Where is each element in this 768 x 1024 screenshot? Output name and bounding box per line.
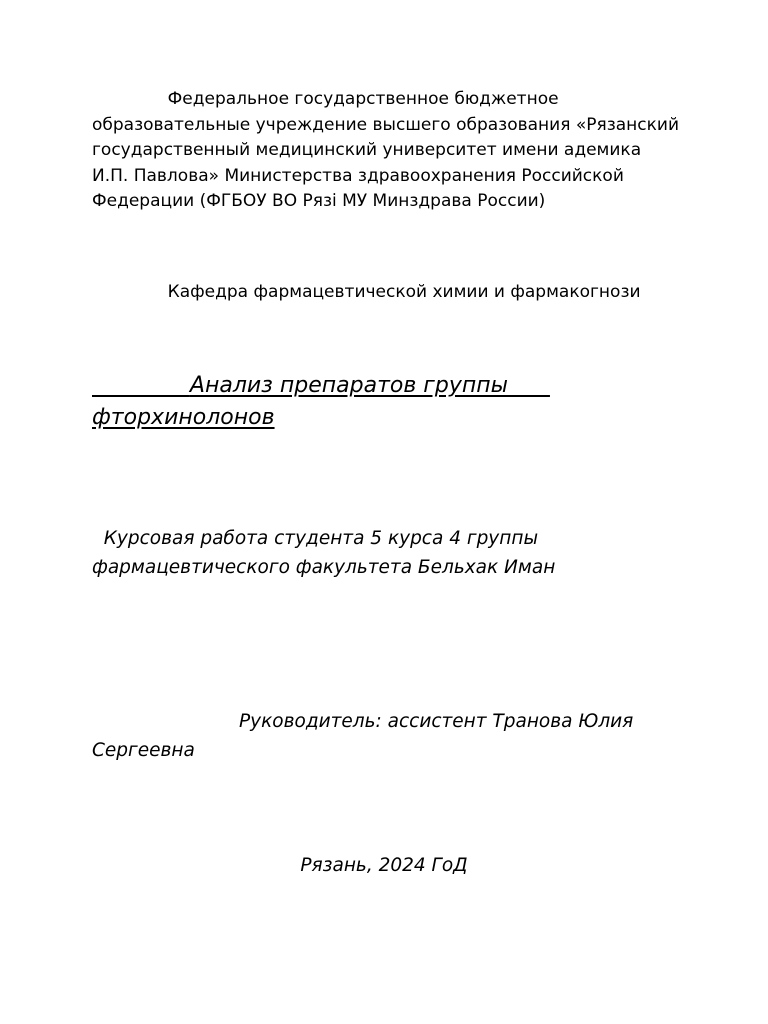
student-info: Курсовая работа студента 5 курса 4 группы фармацевтического факультета Бельхак Иман [92, 528, 556, 578]
city-year: Рязань, 2024 ГоД [300, 855, 468, 876]
coursework-title: Анализ препаратов группы фторхинолонов [92, 373, 550, 430]
supervisor-info: Руководитель: ассистент Транова Юлия Сергеевна [92, 711, 640, 761]
department-name: Кафедра фармацевтической химии и фармакогнози [92, 282, 641, 302]
institution-name: Федеральное государственное бюджетное образовательные учреждение высшего образования «Рязанский государственный медицинский университет имени адемика И.П. Павлова» Министерства здравоохранения Российской Федерации (ФГБОУ ВО Рязі МУ Минздрава России) [92, 89, 685, 211]
